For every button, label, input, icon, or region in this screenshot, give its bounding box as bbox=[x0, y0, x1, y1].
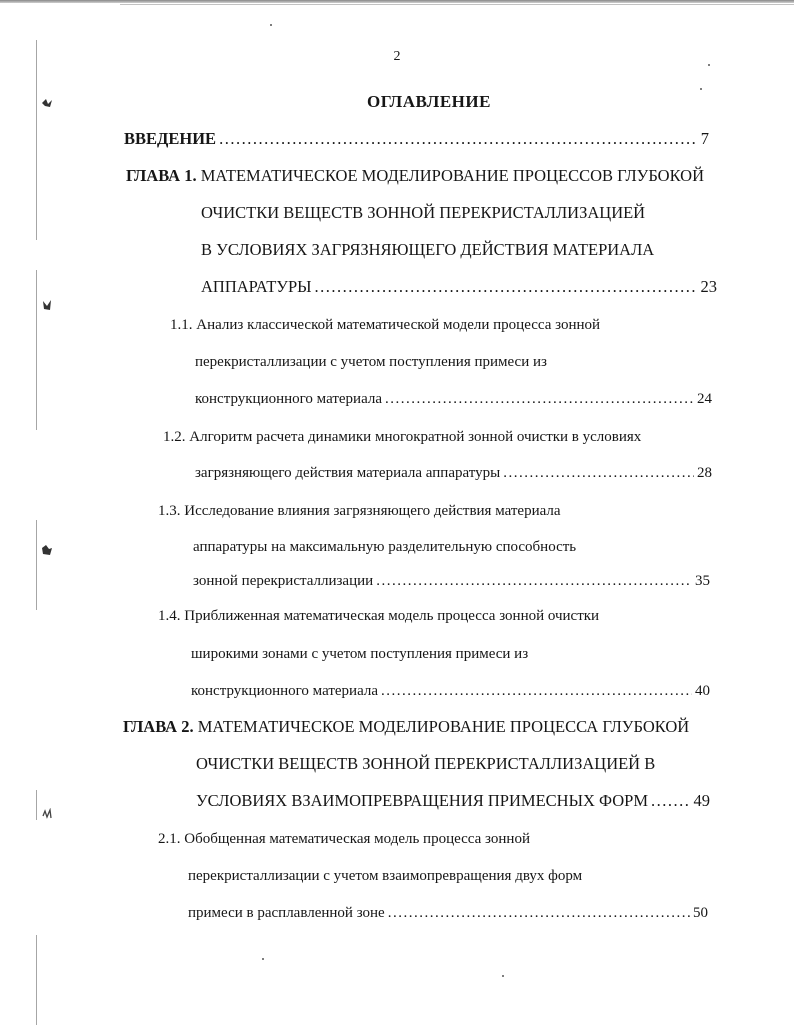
scan-speck bbox=[270, 24, 272, 26]
punch-hole-mark bbox=[40, 298, 54, 312]
toc-page-ref: 7 bbox=[700, 129, 709, 148]
toc-section-1-2-line2[interactable] bbox=[195, 463, 712, 483]
toc-leader-dots bbox=[651, 791, 691, 811]
scan-speck bbox=[502, 975, 504, 977]
toc-chapter-1-line4[interactable] bbox=[201, 277, 717, 297]
scan-edge-left bbox=[36, 40, 37, 240]
toc-entry-label: ВВЕДЕНИЕ bbox=[124, 129, 217, 148]
chapter-prefix: ГЛАВА 2. bbox=[123, 717, 194, 736]
toc-leader-dots bbox=[388, 903, 690, 923]
toc-entry-label: примеси в расплавленной зоне bbox=[188, 905, 385, 921]
page-number: 2 bbox=[393, 49, 401, 64]
scan-edge-left bbox=[36, 520, 37, 610]
scan-edge-left bbox=[36, 790, 37, 820]
toc-chapter-2-line3[interactable] bbox=[196, 791, 710, 811]
toc-leader-dots bbox=[385, 389, 694, 409]
toc-section-1-4-line1[interactable]: 1.4. Приближенная математическая модель процесса зонной очистки bbox=[158, 608, 600, 624]
scan-edge-top bbox=[0, 0, 794, 3]
toc-leader-dots bbox=[381, 681, 692, 701]
toc-section-1-2-line1[interactable]: 1.2. Алгоритм расчета динамики многократной зонной очистки в условиях bbox=[163, 429, 642, 445]
toc-section-2-1-line2: перекристаллизации с учетом взаимопревращения двух форм bbox=[188, 868, 583, 884]
toc-chapter-1-line1[interactable] bbox=[126, 166, 704, 186]
toc-leader-dots bbox=[315, 277, 698, 297]
toc-section-1-3-line1[interactable]: 1.3. Исследование влияния загрязняющего действия материала bbox=[158, 503, 561, 519]
toc-section-1-3-line2: аппаратуры на максимальную разделительную способность bbox=[193, 539, 577, 555]
toc-section-1-4-line3[interactable] bbox=[191, 681, 710, 701]
scan-speck bbox=[262, 958, 264, 960]
toc-page-ref: 49 bbox=[693, 791, 710, 810]
toc-entry-label: загрязняющего действия материала аппаратуры bbox=[195, 465, 501, 481]
toc-chapter-2-line1[interactable] bbox=[123, 717, 689, 737]
toc-entry-label: УСЛОВИЯХ ВЗАИМОПРЕВРАЩЕНИЯ ПРИМЕСНЫХ ФОРМ bbox=[196, 791, 648, 810]
toc-page-ref: 24 bbox=[697, 391, 712, 407]
chapter-title-line: МАТЕМАТИЧЕСКОЕ МОДЕЛИРОВАНИЕ ПРОЦЕССОВ ГЛУБОКОЙ bbox=[200, 166, 705, 185]
chapter-prefix: ГЛАВА 1. bbox=[126, 166, 197, 185]
toc-section-1-4-line2: широкими зонами с учетом поступления примеси из bbox=[191, 646, 529, 662]
toc-entry-label: зонной перекристаллизации bbox=[193, 573, 374, 589]
scan-speck bbox=[700, 88, 702, 90]
toc-chapter-2-line2: ОЧИСТКИ ВЕЩЕСТВ ЗОННОЙ ПЕРЕКРИСТАЛЛИЗАЦИЕЙ В bbox=[196, 754, 656, 773]
chapter-title-line: МАТЕМАТИЧЕСКОЕ МОДЕЛИРОВАНИЕ ПРОЦЕССА ГЛУБОКОЙ bbox=[197, 717, 690, 736]
toc-leader-dots bbox=[376, 571, 692, 591]
scan-edge-left bbox=[36, 270, 37, 430]
toc-page-ref: 40 bbox=[695, 683, 710, 699]
toc-section-1-1-line3[interactable] bbox=[195, 389, 712, 409]
toc-page-ref: 50 bbox=[693, 905, 708, 921]
toc-entry-label: конструкционного материала bbox=[191, 683, 379, 699]
toc-chapter-1-line2: ОЧИСТКИ ВЕЩЕСТВ ЗОННОЙ ПЕРЕКРИСТАЛЛИЗАЦИЕЙ bbox=[201, 203, 646, 222]
toc-section-2-1-line1[interactable]: 2.1. Обобщенная математическая модель процесса зонной bbox=[158, 831, 530, 847]
toc-chapter-1-line3: В УСЛОВИЯХ ЗАГРЯЗНЯЮЩЕГО ДЕЙСТВИЯ МАТЕРИАЛА bbox=[201, 240, 655, 259]
scan-edge-top-inner bbox=[120, 4, 794, 5]
toc-entry-label: АППАРАТУРЫ bbox=[201, 277, 312, 296]
toc-section-1-1-line2: перекристаллизации с учетом поступления примеси из bbox=[195, 354, 547, 370]
toc-page-ref: 35 bbox=[695, 573, 710, 589]
toc-page-ref: 23 bbox=[700, 277, 717, 296]
toc-leader-dots bbox=[503, 463, 694, 483]
scan-edge-left bbox=[36, 935, 37, 1025]
toc-entry-intro[interactable] bbox=[124, 129, 709, 149]
toc-section-1-3-line3[interactable] bbox=[193, 571, 710, 591]
punch-hole-mark bbox=[40, 808, 54, 822]
toc-leader-dots bbox=[219, 129, 698, 149]
page-title: ОГЛАВЛЕНИЕ bbox=[367, 92, 491, 111]
toc-entry-label: конструкционного материала bbox=[195, 391, 383, 407]
toc-page-ref: 28 bbox=[697, 465, 712, 481]
toc-section-1-1-line1[interactable]: 1.1. Анализ классической математической модели процесса зонной bbox=[170, 317, 601, 333]
toc-section-2-1-line3[interactable] bbox=[188, 903, 708, 923]
punch-hole-mark bbox=[40, 543, 54, 557]
